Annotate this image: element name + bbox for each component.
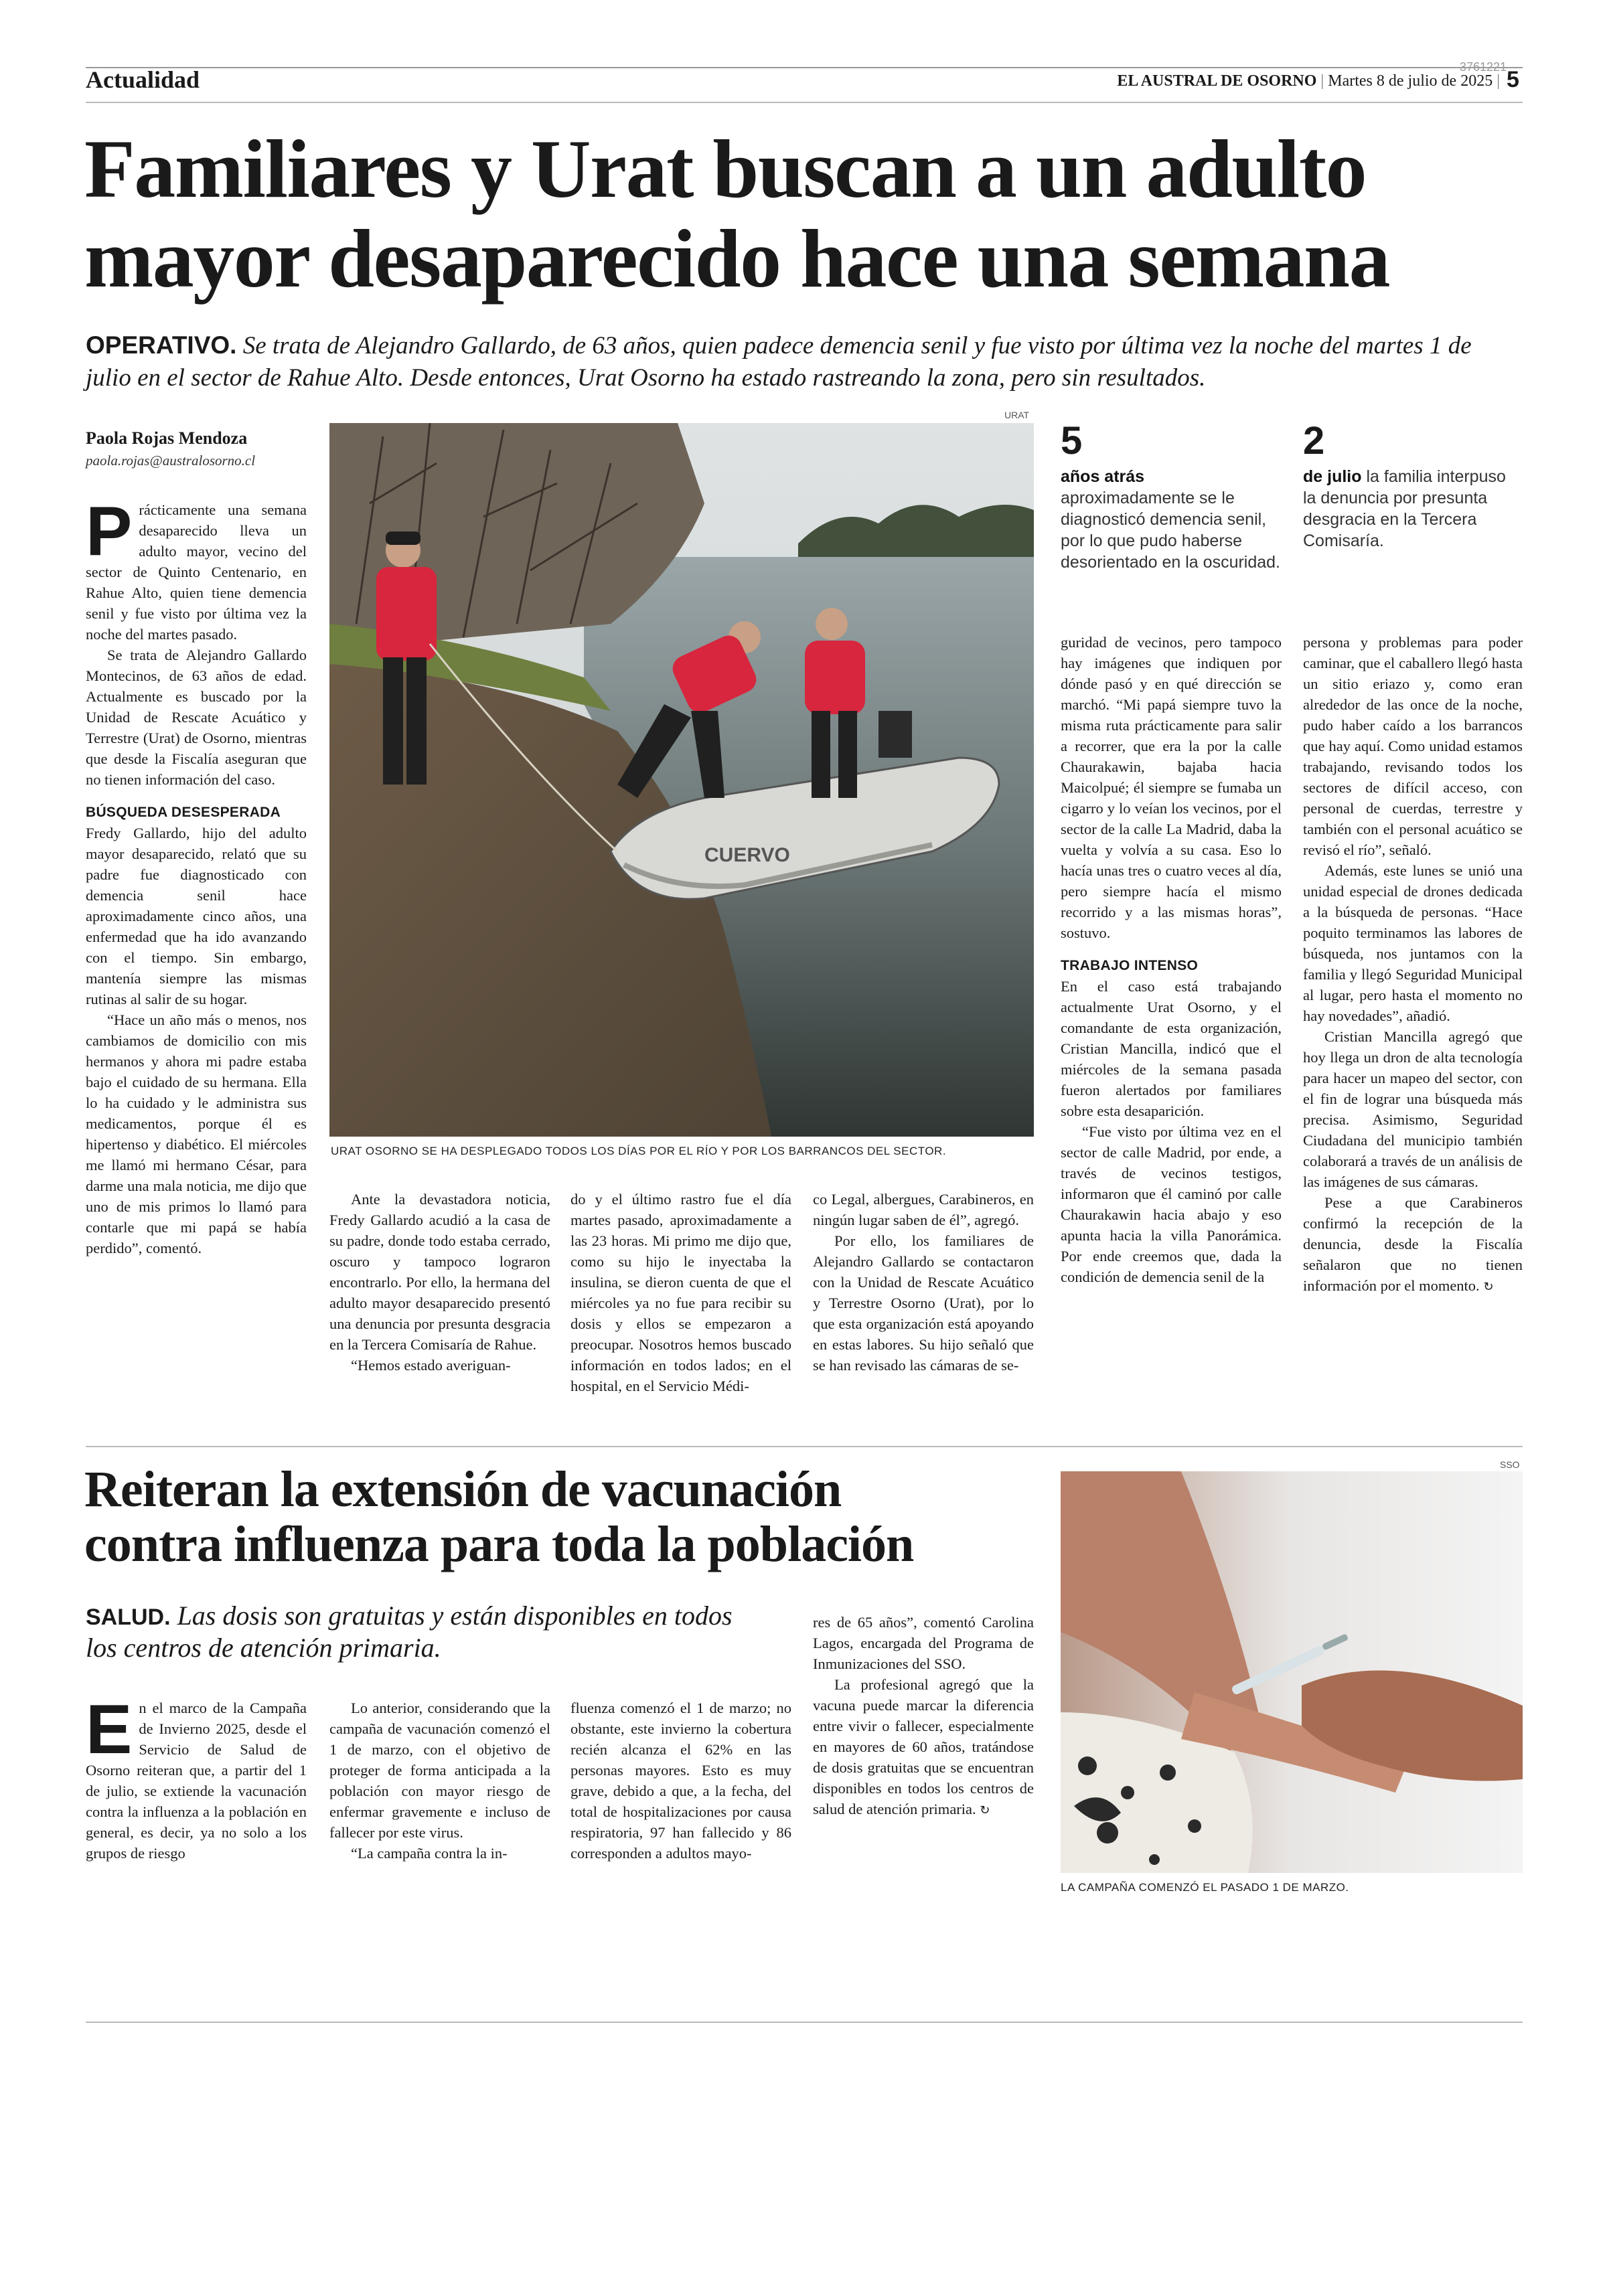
second-dropcap: E bbox=[86, 1691, 133, 1769]
boat-label: CUERVO bbox=[704, 844, 790, 866]
vaccination-photo-svg bbox=[1061, 1471, 1523, 1873]
stat1-bold: años atrás bbox=[1061, 467, 1145, 486]
stat-box-2 bbox=[1303, 419, 1523, 552]
second-deck bbox=[86, 1600, 755, 1664]
second-column-1 bbox=[86, 1691, 307, 1864]
main-paragraph-2: Se trata de Alejandro Gallardo Montecinos, de 63 años de edad. Actualmente es buscado por la Unidad de Rescate Acuático y Terrestre (Urat) de Osorno, mientras que desde la Fiscalía aseguran que no tienen información del caso. bbox=[86, 647, 307, 788]
second-headline-line1: Reiteran la extensión de vacunación bbox=[84, 1461, 842, 1518]
main-paragraph-10: guridad de vecinos, pero tampoco hay imágenes que indiquen por dónde pasó y en qué dirección se marchó. “Mi papá siempre tuvo la misma ruta prácticamente para salir a recorrer, que era la por la calle Chaurakawin, bajaba hacia Maicolpué; él siempre se fumaba un cigarro y lo veían los vecinos, por el sector de la calle La Madrid, daba la vuelta y volvía a su casa. Eso lo hacía unas tres o cuatro veces al día, pero siempre hacía el mismo recorrido y a las mismas horas”, sostuvo. bbox=[1061, 634, 1282, 941]
second-photo-caption: LA CAMPAÑA COMENZÓ EL PASADO 1 DE MARZO. bbox=[1061, 1881, 1349, 1894]
second-paragraph-6 bbox=[813, 1674, 1034, 1821]
edition-code: 3761221 bbox=[1460, 60, 1507, 74]
end-mark-icon: ↻ bbox=[1483, 1280, 1494, 1294]
second-paragraph-5: res de 65 años”, comentó Carolina Lagos, encargada del Programa de Inmunizaciones del SSO. bbox=[813, 1614, 1034, 1672]
newspaper-name: EL AUSTRAL DE OSORNO bbox=[1117, 72, 1317, 90]
main-headline-line1: Familiares y Urat buscan a un adulto bbox=[84, 123, 1367, 215]
second-column-2 bbox=[329, 1698, 550, 1864]
second-paragraph-4: fluenza comenzó el 1 de marzo; no obstante, este invierno la cobertura recién alcanza el 62% en las personas mayores. Esto es muy grave, debido a que, a la fecha, del total de hospitalizaciones por causa respiratoria, 97 han fallecido y 86 corresponden a adultos mayo- bbox=[570, 1700, 791, 1862]
section-label: Actualidad bbox=[86, 66, 200, 93]
main-column-6 bbox=[1303, 632, 1523, 1297]
main-deck bbox=[86, 329, 1519, 394]
main-photo-credit: URAT bbox=[1004, 410, 1030, 420]
subhead-trabajo: TRABAJO INTENSO bbox=[1061, 958, 1199, 973]
main-paragraph-3: Fredy Gallardo, hijo del adulto mayor desaparecido, relató que su padre fue diagnosticado con demencia senil hace aproximadamente cinco años, una enfermedad que ha ido avanzando con el tiempo. Sin embargo, mantenía siempre las mismas rutinas al salir de su hogar. bbox=[86, 825, 307, 1007]
main-column-5 bbox=[1061, 632, 1282, 1287]
main-dropcap: P bbox=[86, 493, 133, 570]
main-paragraph-16-text: Pese a que Carabineros confirmó la recepción de la denuncia, desde la Fiscalía señalaron que no tienen información por el momento. bbox=[1303, 1194, 1523, 1294]
main-headline bbox=[84, 125, 1524, 304]
main-paragraph-7: do y el último rastro fue el día martes pasado, aproximadamente a las 23 horas. Mi primo me dijo que, como su hijo le inyectaba la insulina, se dieron cuenta de que el miércoles ya no fue para recibir su dosis y ellos se empezaron a preocupar. Nosotros hemos buscado información en todos lados; en el hospital, en el Servicio Médi- bbox=[570, 1191, 791, 1394]
stat2-body: la familia interpuso la denuncia por presunta desgracia en la Tercera Comisaría. bbox=[1303, 467, 1506, 550]
article-divider bbox=[86, 1446, 1523, 1447]
page-bottom-rule bbox=[86, 2022, 1523, 2023]
second-headline bbox=[84, 1462, 1022, 1572]
stat1-number: 5 bbox=[1061, 419, 1083, 463]
page-number: 5 bbox=[1507, 67, 1519, 92]
issue-date: Martes 8 de julio de 2025 bbox=[1328, 72, 1493, 90]
author-email[interactable]: paola.rojas@australosorno.cl bbox=[86, 453, 256, 469]
second-column-4 bbox=[813, 1612, 1034, 1821]
main-kicker: OPERATIVO. bbox=[86, 331, 237, 359]
main-column-3 bbox=[570, 1189, 791, 1396]
main-deck-text: Se trata de Alejandro Gallardo, de 63 años, quien padece demencia senil y fue visto por última vez la noche del martes 1 de julio en el sector de Rahue Alto. Desde entonces, Urat Osorno ha estado rastreando la zona, pero sin resultados. bbox=[86, 332, 1472, 392]
main-paragraph-12: “Fue visto por última vez en el sector de calle Madrid, por ende, a través de vecinos testigos, informaron que él caminó por calle Chaurakawin hacia abajo y eso apunta hacia la villa Panorámica. Por ende creemos que, dada la condición de demencia senil de la bbox=[1061, 1123, 1282, 1285]
second-paragraph-3: “La campaña contra la in- bbox=[351, 1845, 508, 1862]
main-paragraph-9: Por ello, los familiares de Alejandro Gallardo se contactaron con la Unidad de Rescate Acuático y Terrestre Osorno (Urat), por lo que esta organización está apoyando en estas labores. Su hijo señaló que se han revisado las cámaras de se- bbox=[813, 1232, 1034, 1374]
river-rescue-photo bbox=[329, 423, 1034, 1137]
second-headline-line2: contra influenza para toda la población bbox=[84, 1516, 914, 1573]
main-column-4 bbox=[813, 1189, 1034, 1376]
stat-box-1 bbox=[1061, 419, 1282, 573]
second-end-mark-icon: ↻ bbox=[980, 1803, 990, 1817]
stat2-text bbox=[1303, 466, 1523, 552]
main-column-1 bbox=[86, 493, 307, 1258]
vaccination-photo bbox=[1061, 1471, 1523, 1873]
main-paragraph-6: “Hemos estado averiguan- bbox=[351, 1357, 511, 1374]
main-paragraph-16 bbox=[1303, 1192, 1523, 1297]
main-paragraph-15: Cristian Mancilla agregó que hoy llega un dron de alta tecnología para hacer un mapeo del sector, con el fin de lograr una búsqueda más precisa. Asimismo, Seguridad Ciudadana del municipio también colaborará a través de un análisis de las imágenes de sus cámaras. bbox=[1303, 1028, 1523, 1190]
masthead: EL AUSTRAL DE OSORNO | Martes 8 de julio de 2025 | bbox=[1117, 72, 1500, 90]
stat1-text bbox=[1061, 466, 1282, 573]
second-kicker: SALUD. bbox=[86, 1605, 171, 1630]
main-column-2 bbox=[329, 1189, 550, 1376]
second-deck-text: Las dosis son gratuitas y están disponibles en todos los centros de atención primaria. bbox=[86, 1601, 733, 1663]
stat2-number: 2 bbox=[1303, 419, 1325, 463]
main-paragraph-4: “Hace un año más o menos, nos cambiamos de domicilio con mis hermanos y ahora mi padre estaba bajo el cuidado de su hermana. Ella lo ha cuidado y le administra sus medicamentos, porque él es hipertenso y diabético. El miércoles me llamó mi hermano César, para darme una mala noticia, me dijo que uno de mis primos lo llamó para contarle que mi papá se había perdido”, comentó. bbox=[86, 1011, 307, 1256]
second-paragraph-1: n el marco de la Campaña de Invierno 2025, desde el Servicio de Salud de Osorno reiteran que, a partir del 1 de julio, se extiende la vacunación contra la influenza a la población en general, es decir, ya no solo a los grupos de riesgo bbox=[86, 1700, 307, 1862]
second-paragraph-6-text: La profesional agregó que la vacuna puede marcar la diferencia entre vivir o fallecer, especialmente en mayores de 60 años, tratándose de dosis gratuitas que se encuentran disponibles en todos los centros de salud de atención primaria. bbox=[813, 1676, 1034, 1817]
header-top-rule bbox=[86, 67, 1523, 68]
main-paragraph-5: Ante la devastadora noticia, Fredy Gallardo acudió a la casa de su padre, donde todo estaba cerrado, oscuro y tampoco lograron encontrarlo. Por ello, la hermana del adulto mayor desaparecido presentó una denuncia por presunta desgracia en la Tercera Comisaría de Rahue. bbox=[329, 1191, 550, 1353]
main-headline-line2: mayor desaparecido hace una semana bbox=[84, 212, 1390, 305]
main-paragraph-14: Además, este lunes se unió una unidad especial de drones dedicada a la búsqueda de personas. “Hace poquito terminamos las labores de búsqueda, nos juntamos con la familia y llegó Seguridad Municipal al lugar, pero hasta el momento no hay novedades”, añadió. bbox=[1303, 862, 1523, 1024]
subhead-busqueda: BÚSQUEDA DESESPERADA bbox=[86, 805, 281, 820]
second-paragraph-2: Lo anterior, considerando que la campaña de vacunación comenzó el 1 de marzo, con el objetivo de proteger de forma anticipada a la población con mayor riesgo de enfermar gravemente e incluso de fallecer por este virus. bbox=[329, 1700, 550, 1841]
main-paragraph-1: rácticamente una semana desaparecido lleva un adulto mayor, vecino del sector de Quinto Centenario, en Rahue Alto, quien tiene demencia senil y fue visto por última vez la noche del martes pasado. bbox=[86, 501, 307, 643]
second-column-3 bbox=[570, 1698, 791, 1864]
stat2-bold: de julio bbox=[1303, 467, 1362, 486]
main-paragraph-11: En el caso está trabajando actualmente Urat Osorno, y el comandante de esta organización, Cristian Mancilla, indicó que el miércoles de la semana pasada fueron alertados por familiares sobre esta desaparición. bbox=[1061, 978, 1282, 1119]
main-paragraph-8: co Legal, albergues, Carabineros, en ningún lugar saben de él”, agregó. bbox=[813, 1191, 1034, 1228]
header-bottom-rule bbox=[86, 102, 1523, 103]
main-photo-caption: URAT OSORNO SE HA DESPLEGADO TODOS LOS DÍAS POR EL RÍO Y POR LOS BARRANCOS DEL SECTOR. bbox=[331, 1145, 947, 1157]
second-photo-credit: SSO bbox=[1500, 1459, 1520, 1470]
stat1-body: aproximadamente se le diagnosticó demencia senil, por lo que pudo haberse desorientado en la oscuridad. bbox=[1061, 489, 1281, 572]
author-name: Paola Rojas Mendoza bbox=[86, 428, 248, 448]
main-paragraph-13: persona y problemas para poder caminar, que el caballero llegó hasta un sitio eriazo y, como eran alrededor de las once de la noche, pudo haber caído a los barrancos que hay aquí. Como unidad estamos trabajando, revisando todos los sectores de difícil acceso, con personal de cuerdas, terrestre y también con el personal acuático se revisó el río”, señaló. bbox=[1303, 634, 1523, 858]
main-photo bbox=[329, 423, 1034, 1137]
